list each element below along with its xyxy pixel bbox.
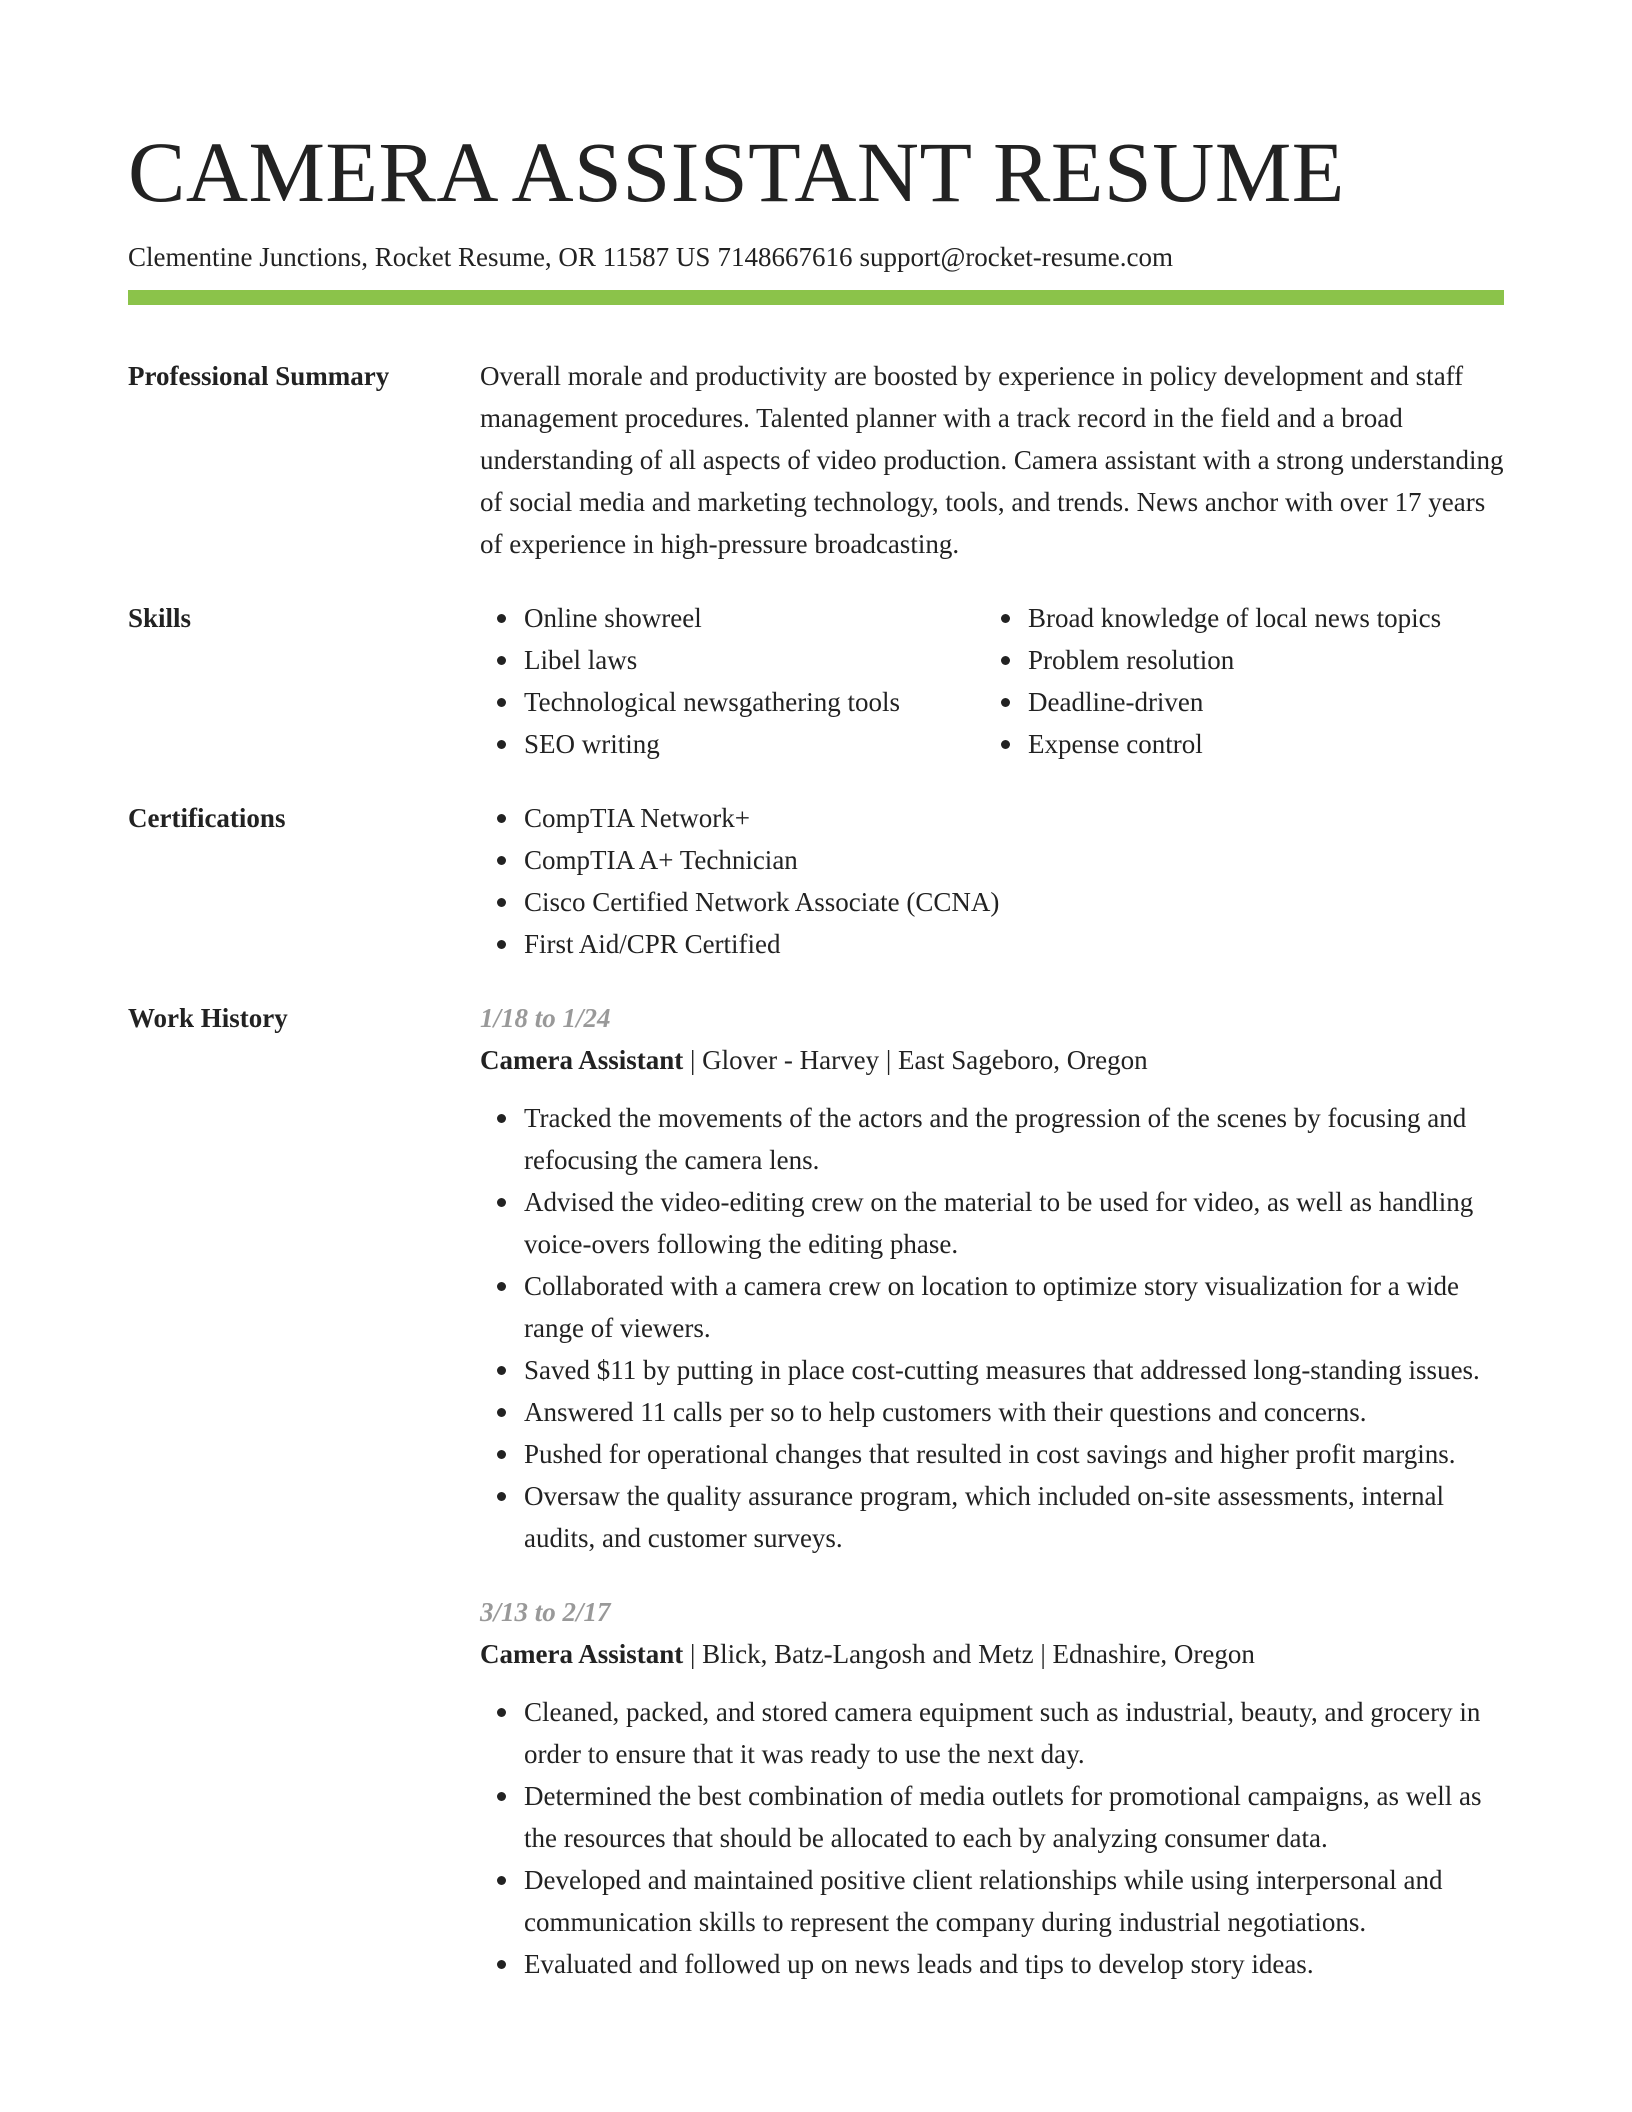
- contact-line: [128, 240, 1504, 274]
- list-item: Pushed for operational changes that resulted in cost savings and higher profit margins.: [524, 1433, 1504, 1475]
- skills-heading: Skills: [128, 603, 192, 633]
- job-bullets: [480, 1097, 1504, 1559]
- list-item: Evaluated and followed up on news leads and tips to develop story ideas.: [524, 1943, 1504, 1985]
- job-entry: [480, 1591, 1504, 1985]
- job-title: Camera Assistant: [480, 1045, 684, 1075]
- list-item: Answered 11 calls per so to help customers with their questions and concerns.: [524, 1391, 1504, 1433]
- skills-list-left: [480, 597, 984, 765]
- list-item: Advised the video-editing crew on the material to be used for video, as well as handling voice-overs following the editing phase.: [524, 1181, 1504, 1265]
- work-history-heading: Work History: [128, 1003, 288, 1033]
- list-item: Oversaw the quality assurance program, which included on-site assessments, internal audits, and customer surveys.: [524, 1475, 1504, 1559]
- list-item: Determined the best combination of media outlets for promotional campaigns, as well as the resources that should be allocated to each by analyzing consumer data.: [524, 1775, 1504, 1859]
- job-heading: [480, 1039, 1504, 1081]
- skills-list-right: [984, 597, 1488, 765]
- list-item: Cleaned, packed, and stored camera equipment such as industrial, beauty, and grocery in order to ensure that it was ready to use the next day.: [524, 1691, 1504, 1775]
- list-item: Saved $11 by putting in place cost-cutting measures that addressed long-standing issues.: [524, 1349, 1504, 1391]
- certifications-section: [128, 797, 1504, 965]
- list-item: Developed and maintained positive client relationships while using interpersonal and communication skills to represent the company during industrial negotiations.: [524, 1859, 1504, 1943]
- contact-address: Clementine Junctions, Rocket Resume, OR 11587 US: [128, 242, 711, 272]
- list-item: Technological newsgathering tools: [524, 681, 984, 723]
- contact-phone: 7148667616: [717, 242, 853, 272]
- list-item: Broad knowledge of local news topics: [1028, 597, 1488, 639]
- job-entry: [480, 997, 1504, 1559]
- summary-heading: Professional Summary: [128, 361, 390, 391]
- list-item: Tracked the movements of the actors and the progression of the scenes by focusing and refocusing the camera lens.: [524, 1097, 1504, 1181]
- list-item: Online showreel: [524, 597, 984, 639]
- job-details: | Blick, Batz-Langosh and Metz | Ednashire, Oregon: [683, 1639, 1255, 1669]
- summary-text: Overall morale and productivity are boosted by experience in policy development and staff management procedures. Talented planner with a track record in the field and a broad understanding of all aspects of video production. Camera assistant with a strong understanding of social media and marketing technology, tools, and trends. News anchor with over 17 years of experience in high-pressure broadcasting.: [480, 361, 1504, 559]
- work-history-section: [128, 997, 1504, 1985]
- list-item: CompTIA Network+: [524, 797, 1504, 839]
- list-item: Expense control: [1028, 723, 1488, 765]
- job-title: Camera Assistant: [480, 1639, 684, 1669]
- list-item: Cisco Certified Network Associate (CCNA): [524, 881, 1504, 923]
- contact-email: support@rocket-resume.com: [859, 242, 1173, 272]
- summary-section: [128, 355, 1504, 565]
- job-dates: 3/13 to 2/17: [480, 1597, 611, 1627]
- job-heading: [480, 1633, 1504, 1675]
- resume-page: [128, 0, 1504, 1985]
- skills-section: [128, 597, 1504, 765]
- list-item: Libel laws: [524, 639, 984, 681]
- job-dates: 1/18 to 1/24: [480, 1003, 611, 1033]
- list-item: SEO writing: [524, 723, 984, 765]
- list-item: CompTIA A+ Technician: [524, 839, 1504, 881]
- list-item: Collaborated with a camera crew on location to optimize story visualization for a wide range of viewers.: [524, 1265, 1504, 1349]
- job-bullets: [480, 1691, 1504, 1985]
- accent-divider: [128, 290, 1504, 305]
- job-details: | Glover - Harvey | East Sageboro, Oregon: [683, 1045, 1148, 1075]
- list-item: First Aid/CPR Certified: [524, 923, 1504, 965]
- page-title: CAMERA ASSISTANT RESUME: [128, 124, 1345, 220]
- list-item: Problem resolution: [1028, 639, 1488, 681]
- list-item: Deadline-driven: [1028, 681, 1488, 723]
- certifications-heading: Certifications: [128, 803, 286, 833]
- certifications-list: [480, 797, 1504, 965]
